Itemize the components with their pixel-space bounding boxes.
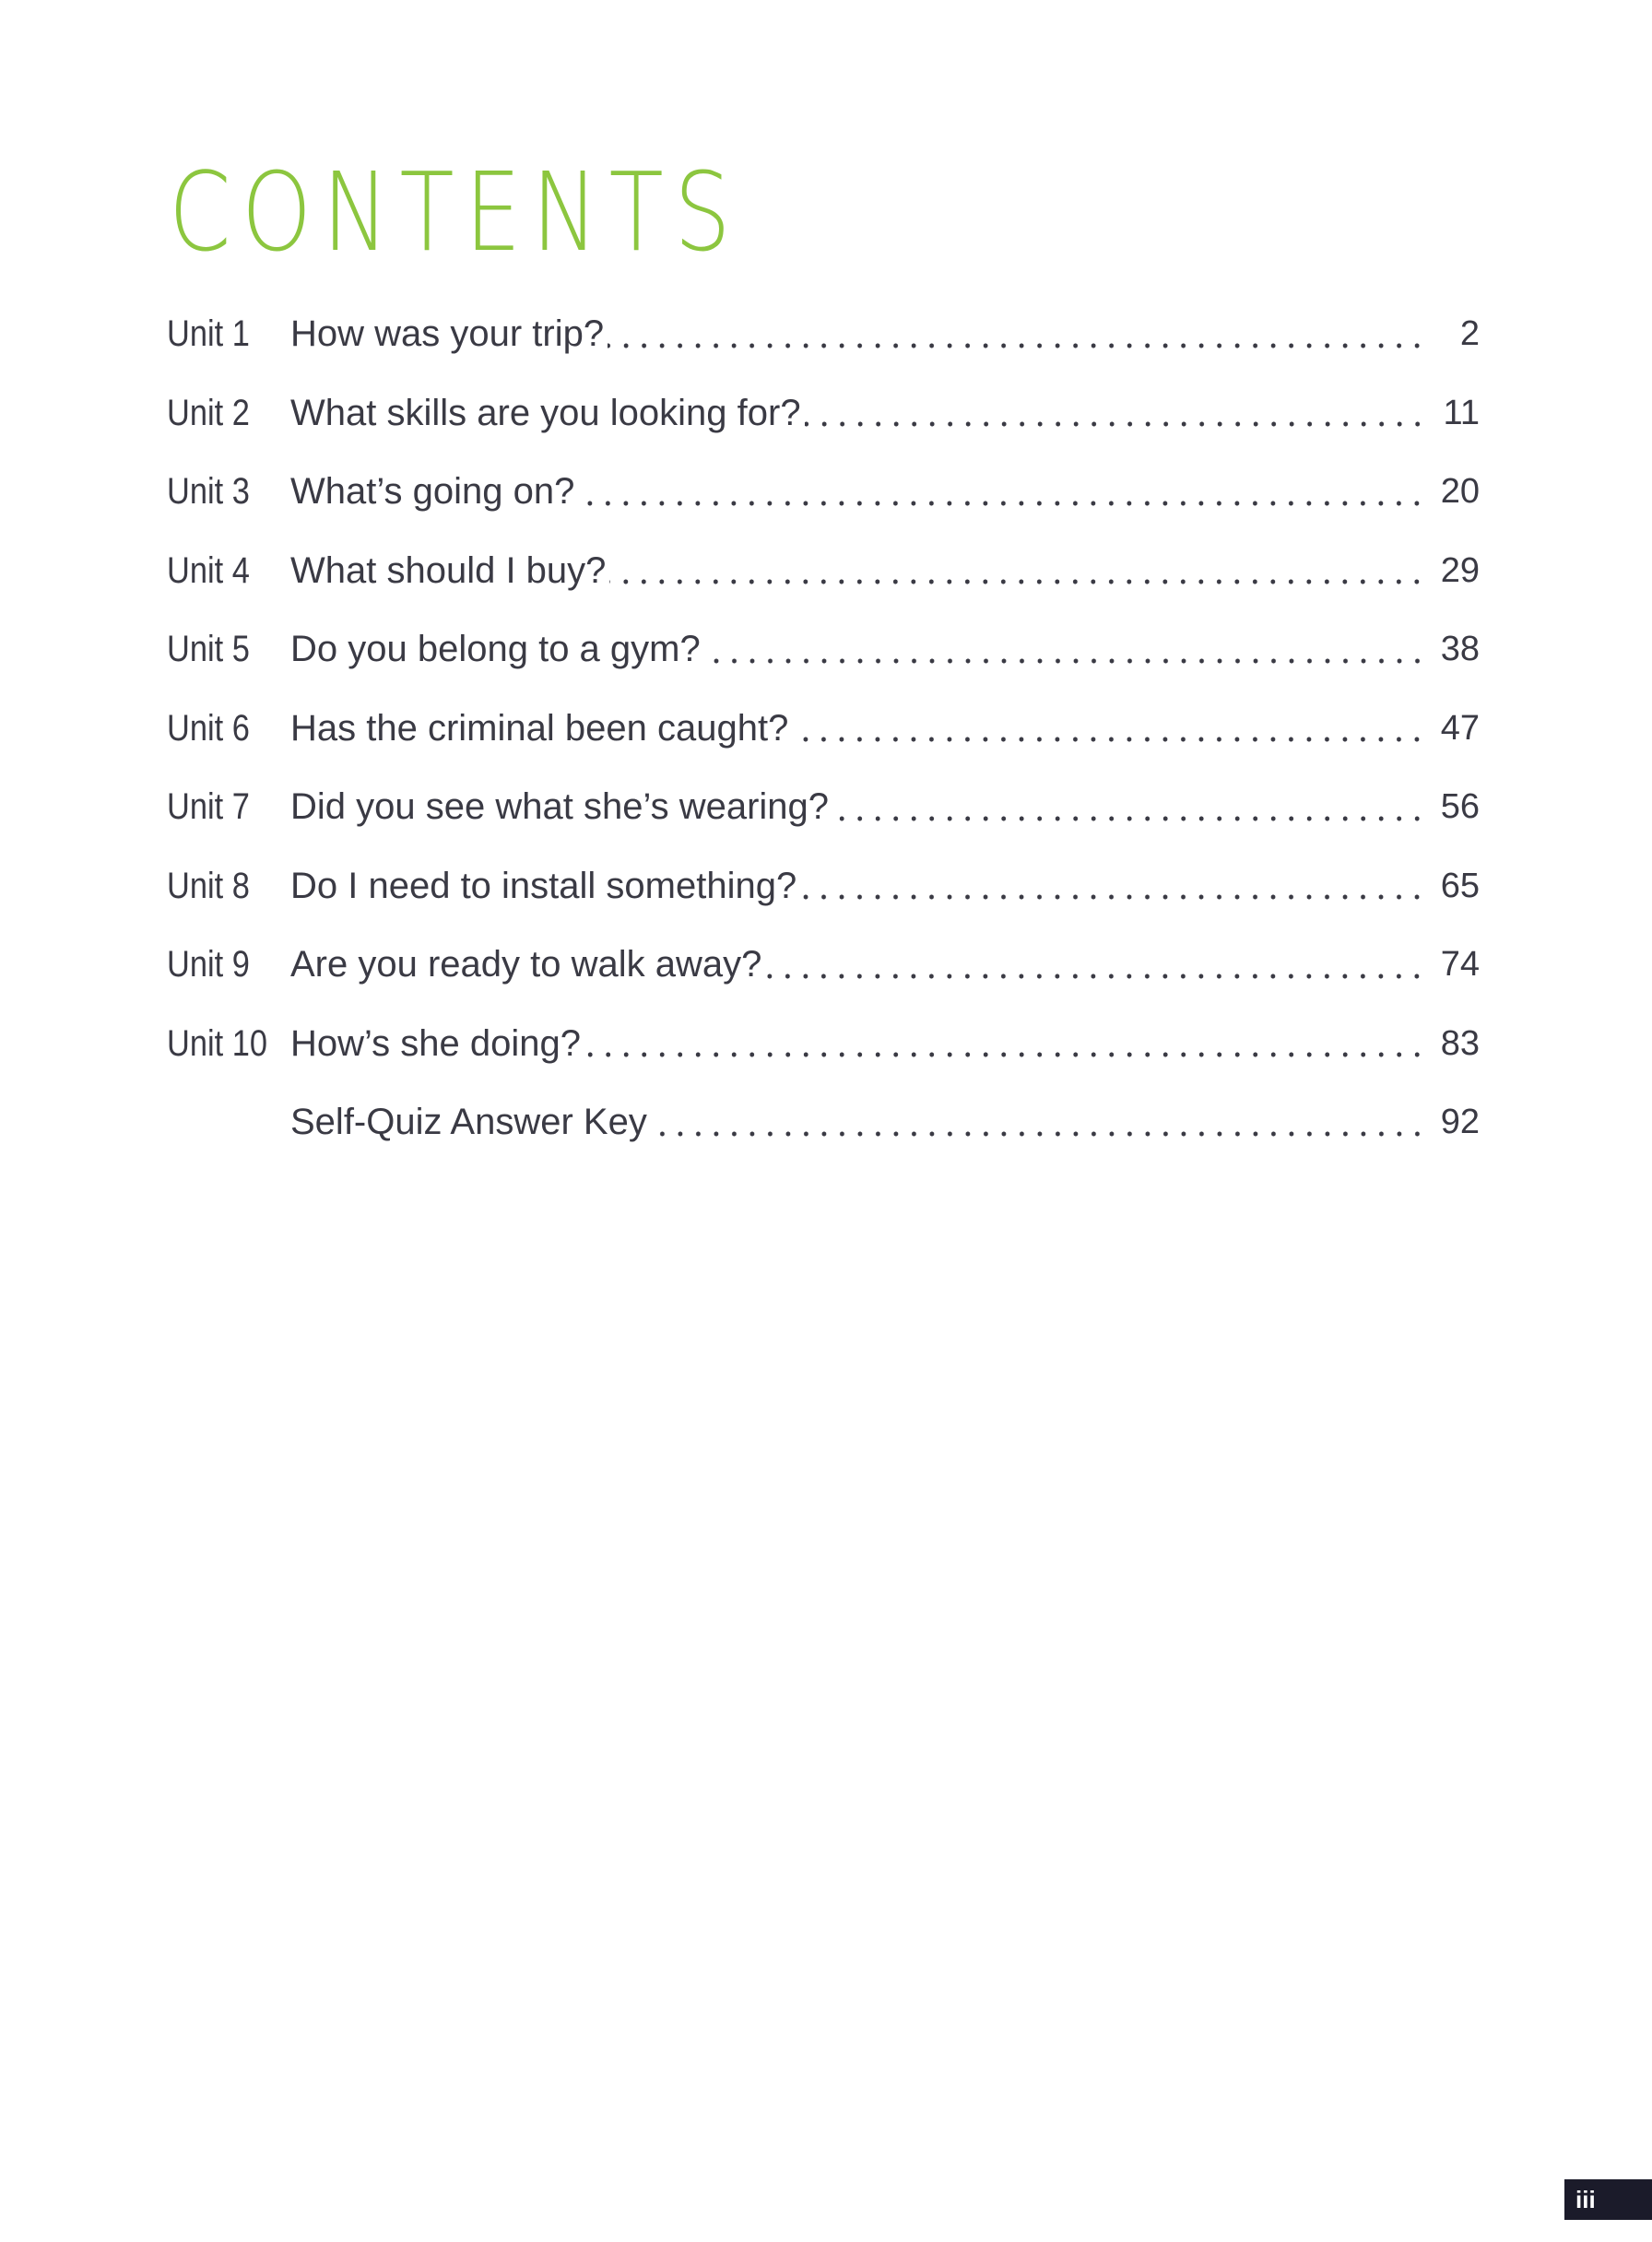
toc-unit-label: Unit 1: [167, 313, 250, 355]
toc-page-number: 74: [1440, 945, 1480, 985]
toc-entry-title: Self-Quiz Answer Key: [290, 1102, 647, 1143]
toc-entry-unit-2[interactable]: [167, 374, 1480, 454]
toc-entry-unit-9[interactable]: [167, 926, 1480, 1005]
toc-entry-unit-1[interactable]: [167, 295, 1480, 374]
toc-entry-unit-5[interactable]: [167, 610, 1480, 690]
toc-entry-unit-4[interactable]: [167, 532, 1480, 611]
toc-unit-label: Unit 9: [167, 944, 250, 985]
toc-unit-label: Unit 10: [167, 1022, 268, 1064]
toc-entry-unit-7[interactable]: [167, 768, 1480, 847]
dot-leader: [792, 735, 1426, 744]
toc-entry-title: Has the criminal been caught?: [290, 707, 789, 749]
toc-entry-title: Do I need to install something?: [290, 865, 797, 906]
toc-entry-unit-6[interactable]: [167, 690, 1480, 769]
toc-page-number: 11: [1443, 393, 1480, 432]
toc-unit-label: Unit 6: [167, 707, 250, 749]
toc-unit-label: Unit 4: [167, 549, 250, 591]
dot-leader: [765, 972, 1426, 981]
toc-entry-title: What skills are you looking for?: [290, 392, 801, 433]
toc-page-number: 38: [1440, 630, 1480, 669]
toc-entry-title: How’s she doing?: [290, 1022, 582, 1064]
toc-unit-label: Unit 5: [167, 629, 250, 670]
page-number-tab: iii: [1564, 2179, 1652, 2220]
toc-entry-unit-3[interactable]: [167, 453, 1480, 532]
dot-leader: [578, 499, 1426, 508]
dot-leader: [608, 341, 1426, 350]
toc-entry-unit-10[interactable]: [167, 1005, 1480, 1084]
dot-leader: [832, 814, 1426, 823]
dot-leader: [609, 577, 1426, 586]
toc-entry-title: What should I buy?: [290, 549, 607, 591]
toc-page-number: 56: [1440, 787, 1480, 827]
toc-entry-unit-8[interactable]: [167, 847, 1480, 926]
toc-entry-title: Do you belong to a gym?: [290, 629, 701, 670]
dot-leader: [704, 656, 1426, 666]
toc-entry-title: How was your trip?: [290, 313, 605, 355]
toc-entry-title: Did you see what she’s wearing?: [290, 786, 830, 828]
toc-unit-label: Unit 8: [167, 865, 250, 906]
toc-page-number: 20: [1440, 472, 1480, 512]
dot-leader: [805, 419, 1426, 429]
toc-unit-label: Unit 2: [167, 392, 250, 433]
table-of-contents: [167, 295, 1480, 1162]
page-title: CONTENTS: [169, 148, 742, 277]
toc-page-number: 92: [1440, 1103, 1480, 1142]
toc-entry-title: Are you ready to walk away?: [290, 944, 762, 985]
toc-unit-label: Unit 7: [167, 786, 250, 828]
toc-entry-title: What’s going on?: [290, 471, 575, 513]
toc-page-number: 83: [1440, 1023, 1480, 1063]
toc-page-number: 47: [1440, 708, 1480, 748]
dot-leader: [651, 1129, 1426, 1139]
dot-leader: [584, 1050, 1426, 1059]
toc-page-number: 65: [1440, 866, 1480, 905]
toc-unit-label: Unit 3: [167, 471, 250, 513]
toc-page-number: 2: [1459, 314, 1480, 354]
toc-page-number: 29: [1440, 550, 1480, 590]
toc-entry-answer-key[interactable]: [167, 1083, 1480, 1162]
dot-leader: [800, 892, 1426, 902]
